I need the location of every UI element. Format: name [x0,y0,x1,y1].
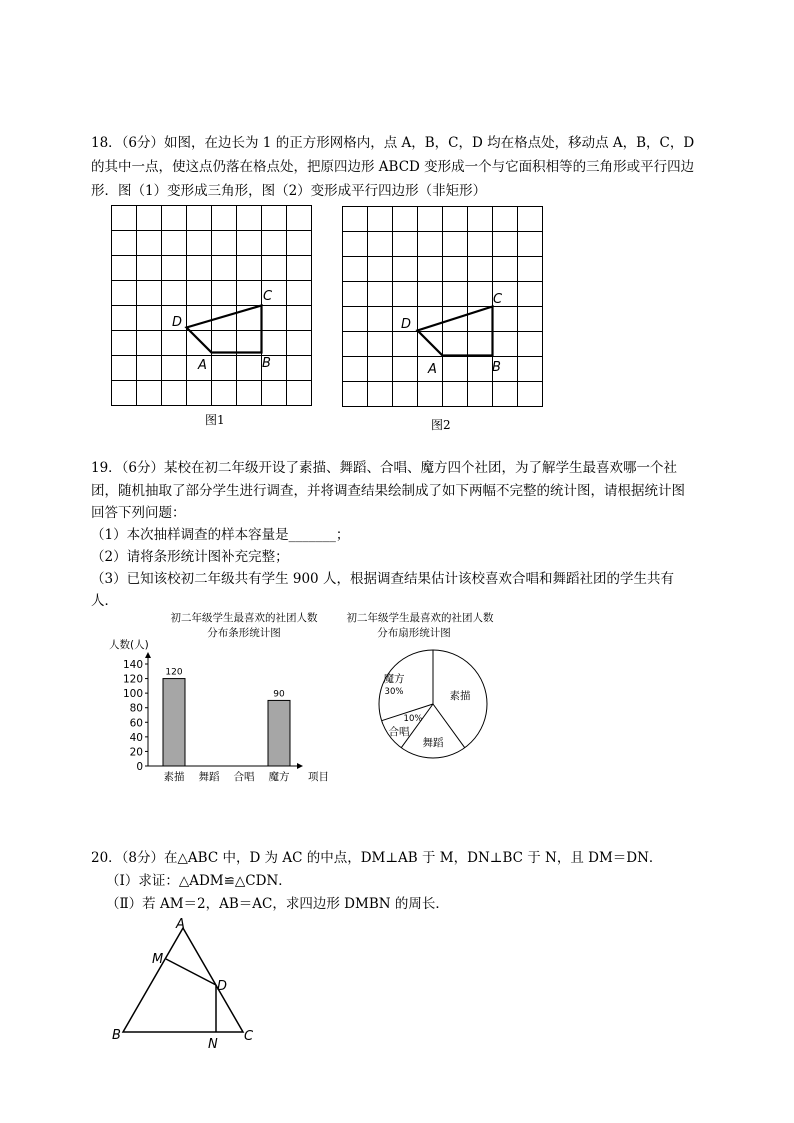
pie-chart [330,606,530,766]
pie-label-wudao: 舞蹈 [422,737,444,749]
label-a: A [198,358,207,373]
q19-part-3a: （3）已知该校初二年级共有学生 900 人，根据调查结果估计该校喜欢合唱和舞蹈社团的学生共有 [91,571,674,587]
bar-chart-ylabel: 人数(人) [109,639,149,651]
bar-ytick-label: 40 [129,731,143,744]
pie-chart-subtitle: 分布扇形统计图 [377,627,451,639]
q18-line-3: 形．图（1）变形成三角形，图（2）变形成平行四边形（非矩形） [91,183,487,199]
pie-pct-mofang: 30% [384,687,404,697]
bar-ytick-label: 100 [122,688,143,701]
pie-pct-hechang: 10% [403,714,423,724]
q20-triangle-figure [108,915,268,1055]
q19-part-3b: 人． [91,593,118,609]
bar-category-label: 魔方 [268,771,290,783]
pie-label-hechang: 合唱 [388,726,410,738]
tri-label-d: D [217,979,228,994]
q19-line-2: 团，随机抽取了部分学生进行调查，并将调查结果绘制成了如下两幅不完整的统计图，请根据统计图 [91,483,685,499]
bar-魔方 [268,700,290,766]
tri-label-a: A [176,917,185,932]
bar-category-label: 舞蹈 [198,771,220,783]
label-c-2: C [493,292,503,307]
tri-label-n: N [208,1037,218,1052]
q19-line-3: 回答下列问题： [91,505,186,521]
q19-line-1: 19．（6分）某校在初二年级开设了素描、舞蹈、合唱、魔方四个社团，为了解学生最喜欢哪一个社 [91,460,678,476]
bar-ytick-label: 0 [136,761,143,773]
bar-ytick-label: 60 [129,717,143,730]
bar-chart-subtitle: 分布条形统计图 [207,627,281,639]
bar-chart-title: 初二年级学生最喜欢的社团人数 [170,612,318,624]
q19-part-1: （1）本次抽样调查的样本容量是_______； [91,527,350,543]
bar-素描 [163,679,185,766]
bar-data-label: 90 [273,689,285,700]
pie-chart-title: 初二年级学生最喜欢的社团人数 [346,612,494,624]
bar-data-label: 120 [165,667,183,678]
fig1-caption: 图1 [205,413,225,427]
label-d-2: D [401,317,412,332]
label-a-2: A [428,362,437,377]
label-d: D [172,315,183,330]
bar-ytick-label: 120 [122,673,143,686]
tri-label-c: C [244,1029,254,1044]
q18-line-2: 的其中一点，使这点仍落在格点处，把原四边形 ABCD 变形成一个与它面积相等的三角形或平行四边 [91,159,695,175]
q20-part-1: （Ⅰ）求证：△ADM≌△CDN． [106,873,292,889]
tri-label-b: B [112,1028,121,1043]
pie-label-sumiao: 素描 [449,690,471,702]
bar-category-label: 素描 [163,771,185,783]
q18-figure-2 [340,203,546,411]
q18-line-1: 18．（6分）如图，在边长为 1 的正方形网格内，点 A，B，C，D 均在格点处，移动点 A，B，C，D [91,135,695,151]
q20-line-1: 20．（8分）在△ABC 中，D 为 AC 的中点，DM⊥AB 于 M，DN⊥BC 于 N，且 DM＝DN． [91,850,663,866]
q19-part-2: （2）请将条形统计图补充完整； [91,549,289,565]
q18-figure-1 [108,200,318,412]
bar-ytick-label: 140 [122,659,143,671]
q20-part-2: （Ⅱ）若 AM＝2，AB＝AC，求四边形 DMBN 的周长． [106,896,449,912]
bar-chart-xlabel: 项目 [308,771,329,783]
bar-x-arrow [297,763,303,769]
quadrilateral-abcd [187,306,262,353]
fig2-caption: 图2 [431,418,451,432]
bar-category-label: 合唱 [233,771,255,783]
bar-ytick-label: 80 [129,702,143,715]
label-b-2: B [492,360,501,375]
bar-ytick-label: 20 [129,746,143,759]
label-b: B [262,356,271,371]
bar-y-arrow [145,652,151,658]
bar-chart [100,606,340,791]
pie-label-mofang: 魔方 [383,673,405,685]
label-c: C [263,289,273,304]
tri-label-m: M [152,952,164,967]
